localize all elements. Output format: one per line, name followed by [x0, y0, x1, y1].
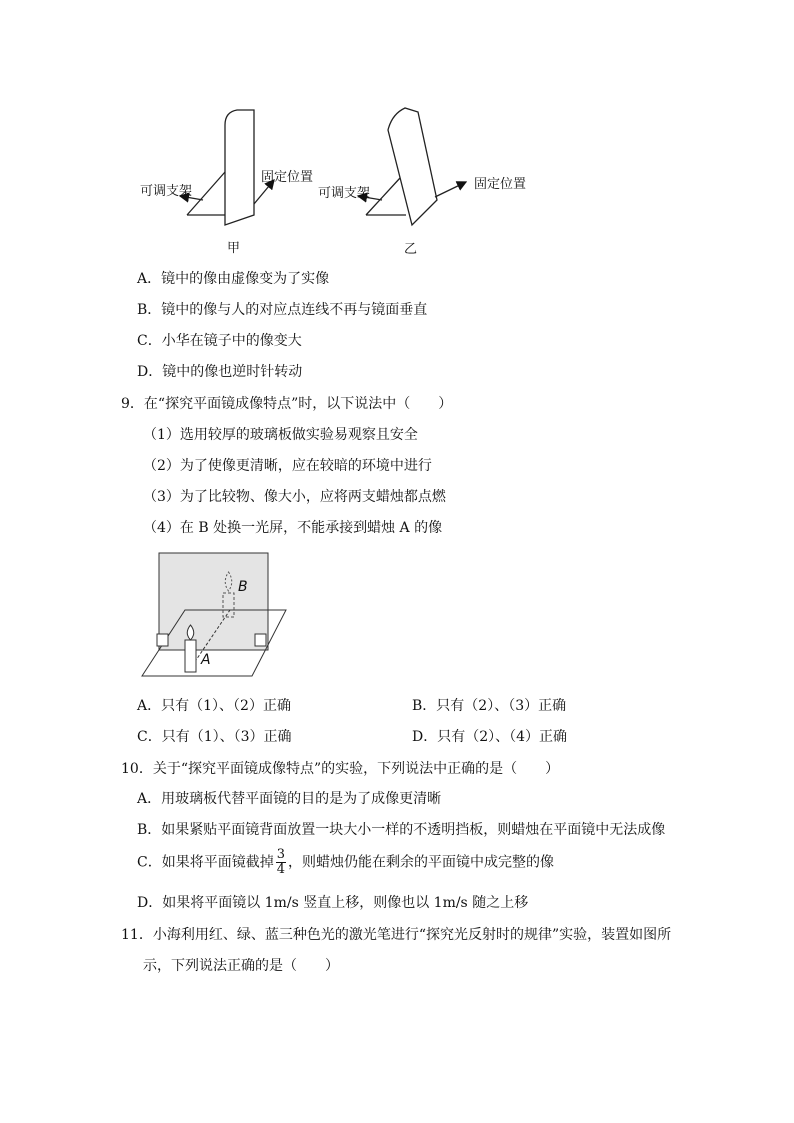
- q10-option-b: B．如果紧贴平面镜背面放置一块大小一样的不透明挡板，则蜡烛在平面镜中无法成像: [137, 822, 666, 838]
- q10-stem: 10．关于“探究平面镜成像特点”的实验，下列说法中正确的是（ ）: [121, 761, 560, 777]
- support-block-left: [157, 634, 168, 646]
- bracket-left: [187, 172, 225, 215]
- q8-option-d: D．镜中的像也逆时针转动: [137, 364, 303, 380]
- support-block-right: [255, 634, 266, 646]
- left-caption: 甲: [227, 241, 241, 256]
- mirror-left-panel: [225, 110, 254, 225]
- right-fixed-label: 固定位置: [474, 177, 527, 192]
- q9-option-a: A．只有（1）、（2）正确: [137, 698, 291, 714]
- q9-statement-3: （3）为了比较物、像大小，应将两支蜡烛都点燃: [143, 489, 446, 505]
- q9-statement-2: （2）为了使像更清晰，应在较暗的环境中进行: [143, 458, 432, 474]
- q8-option-a: A．镜中的像由虚像变为了实像: [137, 271, 330, 287]
- q9-statement-4: （4）在 B 处换一光屏，不能承接到蜡烛 A 的像: [143, 520, 443, 536]
- label-b: B: [238, 579, 248, 595]
- left-fixed-label: 固定位置: [261, 170, 314, 185]
- q11-stem-line2: 示，下列说法正确的是（ ）: [143, 958, 339, 974]
- q8-option-c: C．小华在镜子中的像变大: [137, 333, 302, 349]
- q8-option-b: B．镜中的像与人的对应点连线不再与镜面垂直: [137, 302, 428, 318]
- glass-plate: [159, 553, 268, 650]
- q10-option-a: A．用玻璃板代替平面镜的目的是为了成像更清晰: [137, 791, 442, 807]
- right-bracket-label: 可调支架: [318, 186, 371, 201]
- q10-option-d: D．如果将平面镜以 1m/s 竖直上移，则像也以 1m/s 随之上移: [137, 895, 529, 911]
- candle-a: [185, 640, 196, 672]
- mirror-right-panel: [388, 108, 437, 225]
- label-a: A: [201, 652, 211, 668]
- q9-option-b: B．只有（2）、（3）正确: [412, 698, 567, 714]
- left-bracket-label: 可调支架: [140, 184, 193, 199]
- mirror-right-diagram: [358, 108, 466, 225]
- fraction-three-quarters: $\frac{3}{4}$: [276, 847, 285, 877]
- right-caption: 乙: [404, 242, 418, 257]
- mirror-left-diagram: [180, 110, 274, 225]
- q11-stem-line1: 11．小海利用红、绿、蓝三种色光的激光笔进行“探究光反射时的规律”实验，装置如图所: [121, 927, 672, 943]
- bracket-right: [366, 178, 406, 215]
- candle-mirror-figure: [140, 548, 290, 680]
- q10-option-c: C．如果将平面镜截掉 $\frac{3}{4}$ ，则蜡烛仍能在剩余的平面镜中成完整的像: [137, 847, 554, 877]
- q9-statement-1: （1）选用较厚的玻璃板做实验易观察且安全: [143, 427, 418, 443]
- q9-option-c: C．只有（1）、（3）正确: [137, 729, 292, 745]
- q9-option-d: D．只有（2）、（4）正确: [412, 729, 568, 745]
- q9-stem: 9．在“探究平面镜成像特点”时，以下说法中（ ）: [121, 396, 453, 412]
